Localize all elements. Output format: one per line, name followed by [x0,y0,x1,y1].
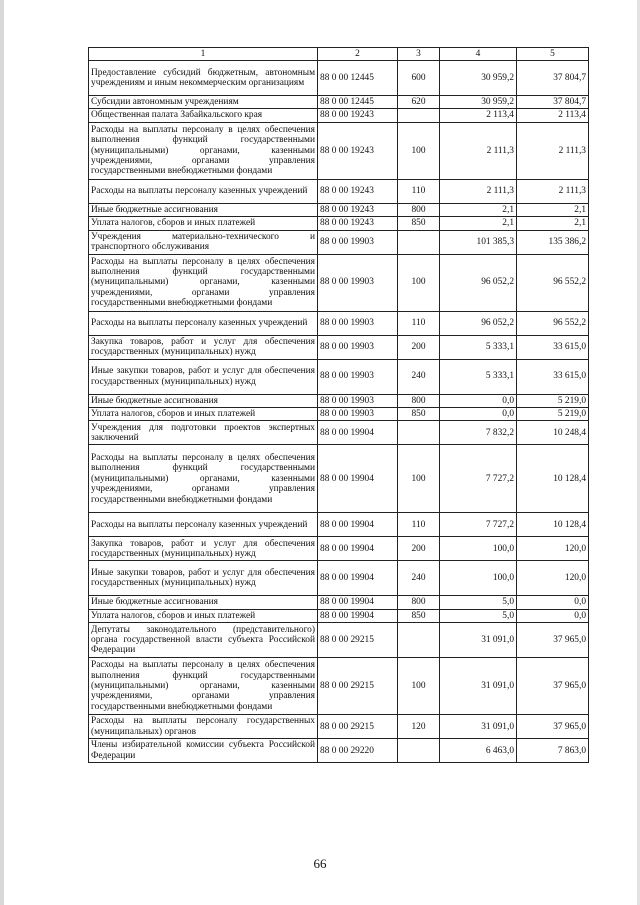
row-expense-type: 100 [398,658,440,715]
row-amount-year-2: 10 128,4 [517,513,589,537]
table-row [89,739,589,763]
row-code: 88 0 00 19243 [318,109,398,122]
row-amount-year-1: 31 091,0 [440,658,517,715]
table-body [89,61,589,763]
row-expense-type: 850 [398,609,440,622]
header-col-2: 2 [318,48,398,61]
row-name: Уплата налогов, сборов и иных платежей [89,408,318,421]
row-code: 88 0 00 19903 [318,230,398,254]
row-name: Расходы на выплаты персоналу в целях обеспечения выполнения функций государственными (муниципальными) органами, казенными учреждениями, органами управления государственными внебюджетными фондами [89,254,318,311]
row-name: Учреждения материально-технического и транспортного обслуживания [89,230,318,254]
row-expense-type: 800 [398,203,440,216]
header-col-3: 3 [398,48,440,61]
row-amount-year-2: 0,0 [517,596,589,609]
row-amount-year-1: 100,0 [440,561,517,596]
row-code: 88 0 00 19904 [318,421,398,445]
row-expense-type: 200 [398,335,440,359]
row-amount-year-2: 5 219,0 [517,408,589,421]
row-amount-year-2: 2,1 [517,203,589,216]
row-name: Расходы на выплаты персоналу в целях обеспечения выполнения функций государственными (муниципальными) органами, казенными учреждениями, органами управления государственными внебюджетными фондами [89,658,318,715]
row-expense-type: 620 [398,96,440,109]
row-name: Иные бюджетные ассигнования [89,596,318,609]
table-row [89,445,589,513]
row-amount-year-1: 2,1 [440,217,517,230]
table-row [89,230,589,254]
row-code: 88 0 00 19243 [318,122,398,179]
row-name: Иные бюджетные ассигнования [89,203,318,216]
table-row [89,109,589,122]
row-amount-year-1: 2 111,3 [440,179,517,203]
table-row [89,421,589,445]
table-header-row [89,48,589,61]
row-name: Иные бюджетные ассигнования [89,394,318,407]
row-amount-year-1: 100,0 [440,537,517,561]
row-expense-type: 110 [398,513,440,537]
row-amount-year-1: 2,1 [440,203,517,216]
table-row [89,254,589,311]
table-row [89,394,589,407]
header-col-4: 4 [440,48,517,61]
row-name: Иные закупки товаров, работ и услуг для обеспечения государственных (муниципальных) нужд [89,359,318,394]
row-amount-year-2: 135 386,2 [517,230,589,254]
row-name: Уплата налогов, сборов и иных платежей [89,217,318,230]
row-code: 88 0 00 19904 [318,561,398,596]
row-amount-year-1: 31 091,0 [440,715,517,739]
row-code: 88 0 00 19903 [318,335,398,359]
row-expense-type [398,623,440,658]
table-row [89,596,589,609]
row-name: Члены избирательной комиссии субъекта Российской Федерации [89,739,318,763]
page-number: 66 [313,856,327,871]
row-amount-year-2: 10 128,4 [517,445,589,513]
table-row [89,658,589,715]
table-row [89,96,589,109]
row-name: Расходы на выплаты персоналу казенных учреждений [89,311,318,335]
row-amount-year-2: 2 111,3 [517,122,589,179]
row-amount-year-1: 2 113,4 [440,109,517,122]
table-row [89,217,589,230]
row-amount-year-1: 5 333,1 [440,359,517,394]
row-amount-year-1: 5 333,1 [440,335,517,359]
row-amount-year-1: 2 111,3 [440,122,517,179]
row-expense-type: 850 [398,408,440,421]
row-amount-year-1: 0,0 [440,394,517,407]
row-amount-year-2: 5 219,0 [517,394,589,407]
table-row [89,715,589,739]
row-amount-year-1: 5,0 [440,609,517,622]
row-expense-type: 100 [398,254,440,311]
row-amount-year-1: 96 052,2 [440,311,517,335]
row-expense-type: 600 [398,61,440,96]
row-code: 88 0 00 29215 [318,623,398,658]
row-name: Депутаты законодательного (представительного) органа государственной власти субъекта Российской Федерации [89,623,318,658]
table-row [89,359,589,394]
row-expense-type: 850 [398,217,440,230]
row-name: Субсидии автономным учреждениям [89,96,318,109]
row-code: 88 0 00 12445 [318,96,398,109]
row-amount-year-2: 2 113,4 [517,109,589,122]
row-code: 88 0 00 19903 [318,359,398,394]
row-amount-year-1: 7 727,2 [440,513,517,537]
row-name: Иные закупки товаров, работ и услуг для обеспечения государственных (муниципальных) нужд [89,561,318,596]
row-amount-year-1: 31 091,0 [440,623,517,658]
row-name: Расходы на выплаты персоналу казенных учреждений [89,179,318,203]
row-code: 88 0 00 19903 [318,408,398,421]
row-name: Предоставление субсидий бюджетным, автономным учреждениям и иным некоммерческим организациям [89,61,318,96]
row-expense-type: 110 [398,179,440,203]
row-amount-year-1: 101 385,3 [440,230,517,254]
row-amount-year-2: 120,0 [517,537,589,561]
row-name: Закупка товаров, работ и услуг для обеспечения государственных (муниципальных) нужд [89,537,318,561]
table-row [89,609,589,622]
header-col-1: 1 [89,48,318,61]
row-code: 88 0 00 12445 [318,61,398,96]
row-amount-year-2: 7 863,0 [517,739,589,763]
row-code: 88 0 00 19904 [318,596,398,609]
row-amount-year-2: 120,0 [517,561,589,596]
row-amount-year-2: 37 965,0 [517,623,589,658]
row-code: 88 0 00 19243 [318,217,398,230]
row-amount-year-1: 7 832,2 [440,421,517,445]
row-expense-type: 800 [398,596,440,609]
row-code: 88 0 00 29215 [318,715,398,739]
row-code: 88 0 00 19243 [318,179,398,203]
row-name: Закупка товаров, работ и услуг для обеспечения государственных (муниципальных) нужд [89,335,318,359]
row-amount-year-2: 33 615,0 [517,359,589,394]
row-code: 88 0 00 19243 [318,203,398,216]
row-expense-type: 120 [398,715,440,739]
row-amount-year-2: 37 804,7 [517,61,589,96]
row-amount-year-2: 2,1 [517,217,589,230]
row-code: 88 0 00 19903 [318,394,398,407]
table-row [89,311,589,335]
row-code: 88 0 00 29215 [318,658,398,715]
table-row [89,179,589,203]
row-amount-year-2: 37 965,0 [517,715,589,739]
row-expense-type: 110 [398,311,440,335]
row-name: Общественная палата Забайкальского края [89,109,318,122]
row-name: Расходы на выплаты персоналу в целях обеспечения выполнения функций государственными (муниципальными) органами, казенными учреждениями, органами управления государственными внебюджетными фондами [89,445,318,513]
row-amount-year-2: 96 552,2 [517,254,589,311]
row-name: Уплата налогов, сборов и иных платежей [89,609,318,622]
row-amount-year-1: 0,0 [440,408,517,421]
row-amount-year-1: 7 727,2 [440,445,517,513]
row-amount-year-1: 30 959,2 [440,61,517,96]
row-amount-year-2: 10 248,4 [517,421,589,445]
table-row [89,408,589,421]
row-amount-year-1: 30 959,2 [440,96,517,109]
row-name: Учреждения для подготовки проектов экспертных заключений [89,421,318,445]
row-code: 88 0 00 29220 [318,739,398,763]
row-code: 88 0 00 19904 [318,609,398,622]
row-amount-year-2: 96 552,2 [517,311,589,335]
row-amount-year-1: 6 463,0 [440,739,517,763]
row-code: 88 0 00 19904 [318,445,398,513]
row-expense-type [398,421,440,445]
row-name: Расходы на выплаты персоналу в целях обеспечения выполнения функций государственными (муниципальными) органами, казенными учреждениями, органами управления государственными внебюджетными фондами [89,122,318,179]
header-col-5: 5 [517,48,589,61]
row-amount-year-2: 37 804,7 [517,96,589,109]
table-row [89,561,589,596]
row-code: 88 0 00 19904 [318,513,398,537]
row-name: Расходы на выплаты персоналу государственных (муниципальных) органов [89,715,318,739]
row-amount-year-1: 5,0 [440,596,517,609]
row-expense-type: 200 [398,537,440,561]
row-expense-type: 240 [398,359,440,394]
row-expense-type: 240 [398,561,440,596]
row-amount-year-2: 0,0 [517,609,589,622]
row-amount-year-2: 33 615,0 [517,335,589,359]
row-code: 88 0 00 19904 [318,537,398,561]
table-row [89,122,589,179]
row-amount-year-1: 96 052,2 [440,254,517,311]
scan-edge-left [0,0,4,905]
row-amount-year-2: 37 965,0 [517,658,589,715]
row-amount-year-2: 2 111,3 [517,179,589,203]
table-row [89,61,589,96]
table-row [89,513,589,537]
row-expense-type [398,230,440,254]
table-row [89,623,589,658]
row-expense-type: 800 [398,394,440,407]
table-row [89,537,589,561]
row-code: 88 0 00 19903 [318,311,398,335]
row-expense-type: 100 [398,445,440,513]
row-expense-type [398,739,440,763]
budget-table [88,47,589,763]
table-row [89,335,589,359]
row-expense-type [398,109,440,122]
row-name: Расходы на выплаты персоналу казенных учреждений [89,513,318,537]
row-expense-type: 100 [398,122,440,179]
row-code: 88 0 00 19903 [318,254,398,311]
table-row [89,203,589,216]
